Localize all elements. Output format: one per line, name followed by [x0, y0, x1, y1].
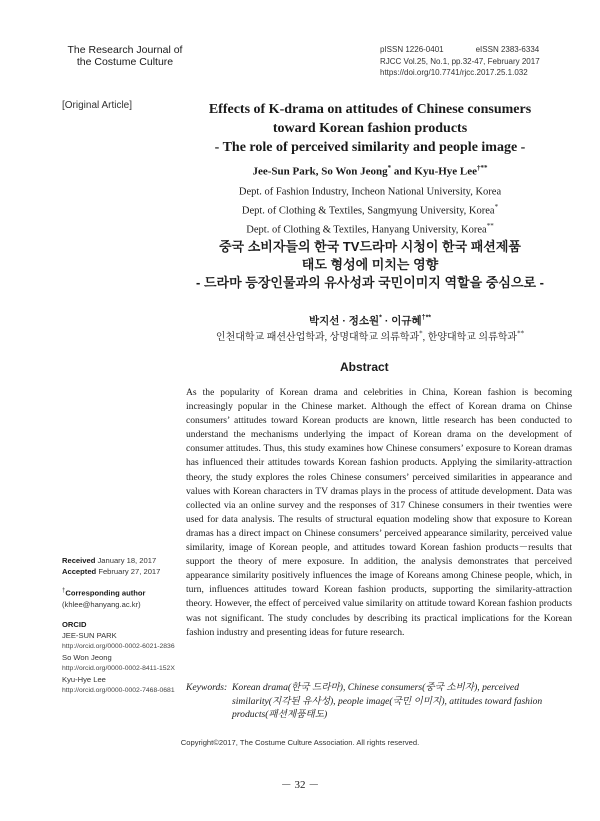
pissn: pISSN 1226-0401	[380, 45, 444, 54]
article-type: [Original Article]	[62, 100, 133, 111]
title-korean-line2: 태도 형성에 미치는 영향	[301, 257, 439, 272]
authors-korean: 박지선 · 정소원* · 이규혜†**	[308, 314, 432, 327]
orcid-name-1: JEE-SUN PARK	[62, 630, 117, 640]
orcid-label: ORCID	[62, 619, 87, 629]
author-marker-2: †**	[477, 164, 488, 172]
title-korean-line1: 중국 소비자들의 한국 TV드라마 시청이 한국 패션제품	[218, 239, 521, 254]
title-english-line3: - The role of perceived similarity and people image -	[214, 140, 526, 155]
orcid-name-2: So Won Jeong	[62, 652, 112, 662]
orcid-name-3: Kyu-Hye Lee	[62, 674, 106, 684]
authors-english	[165, 164, 575, 178]
affiliation-3: Dept. of Clothing & Textiles, Hanyang University, Korea**	[246, 222, 494, 236]
article-side-info	[62, 555, 177, 696]
affiliations-korean: 인천대학교 패션산업학과, 상명대학교 의류학과*, 한양대학교 의류학과**	[215, 329, 525, 343]
received-date: Received January 18, 2017	[62, 556, 157, 565]
title-korean-line3: - 드라마 등장인물과의 유사성과 국민이미지 역할을 중심으로 -	[196, 275, 544, 290]
corresponding-email[interactable]: (khlee@hanyang.ac.kr)	[62, 599, 141, 609]
affiliation-2: Dept. of Clothing & Textiles, Sangmyung University, Korea*	[241, 203, 499, 217]
eissn: eISSN 2383-6334	[475, 45, 540, 54]
author-names-part1: Jee-Sun Park, So Won Jeong	[252, 165, 388, 178]
orcid-link-1[interactable]: http://orcid.org/0000-0002-6021-2836	[62, 642, 175, 650]
title-english-line2: toward Korean fashion products	[272, 121, 468, 136]
title-english-line1: Effects of K-drama on attitudes of Chinese consumers	[208, 102, 532, 117]
title-english	[165, 100, 575, 157]
keywords-text: Korean drama(한국 드라마), Chinese consumers(중국 소비자), perceived similarity(지각된 유사성), people image(국민 이미지), attitudes toward fashion products(패션제품태도)	[232, 682, 543, 720]
page-number: － 32 －	[280, 779, 320, 791]
doi-link[interactable]: https://doi.org/10.7741/rjcc.2017.25.1.032	[380, 68, 528, 77]
author-marker-1: *	[387, 164, 392, 172]
journal-name	[50, 44, 200, 68]
orcid-link-2[interactable]: http://orcid.org/0000-0002-8411-152X	[62, 664, 175, 672]
abstract-body: As the popularity of Korean drama and celebrities in China, Korean fashion is becoming increasingly popular in the Chinese market. Although the effect of Korean drama on Chinse consumers’ attitudes toward Korean products are known, little research has been conducted to understand the mechanisms underlying the impact of Korean drama on the development of consumer attitudes. Thus, this study examines how Chinese consumers’ exposure to Korean dramas has influenced their attitudes towards Korean fashion products. Applying the similarity-attraction theory, the study explores the roles Chinese consumers’ perceived similarities in appearance and values with Korean characters in TV dramas plays in the process of attitude development. Data was collected via an online survey and the responses of 317 Chinese consumers in their twenties were used for data analysis. The results of structural equation modeling show that exposure to Korean dramas has a direct impact on Chinese consumers’ perceived appearance similarity, perceived value similarity, image of Korean people, and attitudes toward Korean fashion products－results that support the theory of mere exposure. In addition, the analysis demonstrates that perceived appearance similarity positively influences the image of Koreans among Chinese people, which, in turn, influences attitudes toward Korean fashion products, supporting the similarity-attraction theory. However, the effect of perceived value similarity on attitude toward Korean fashion products was not significant. The study concludes by describing its practical implications for the Korean fashion industry and presenting ideas for future research.	[186, 387, 572, 638]
abstract-heading: Abstract	[340, 360, 389, 374]
accepted-date: Accepted February 27, 2017	[62, 567, 161, 576]
affiliations-english	[165, 181, 575, 238]
volume-info: RJCC Vol.25, No.1, pp.32-47, February 2017	[380, 56, 540, 66]
journal-name-line2: the Costume Culture	[76, 56, 174, 68]
author-names-part2: and Kyu-Hye Lee	[391, 165, 478, 178]
affiliation-1: Dept. of Fashion Industry, Incheon National University, Korea	[238, 186, 502, 198]
title-korean	[165, 238, 575, 292]
keywords	[186, 681, 572, 722]
keywords-label: Keywords:	[186, 682, 228, 693]
copyright-notice: Copyright©2017, The Costume Culture Association. All rights reserved.	[180, 738, 420, 747]
corresponding-author: †Corresponding author	[62, 588, 146, 598]
issn-block	[380, 44, 570, 79]
journal-name-line1: The Research Journal of	[67, 44, 183, 56]
orcid-link-3[interactable]: http://orcid.org/0000-0002-7468-0681	[62, 686, 175, 694]
